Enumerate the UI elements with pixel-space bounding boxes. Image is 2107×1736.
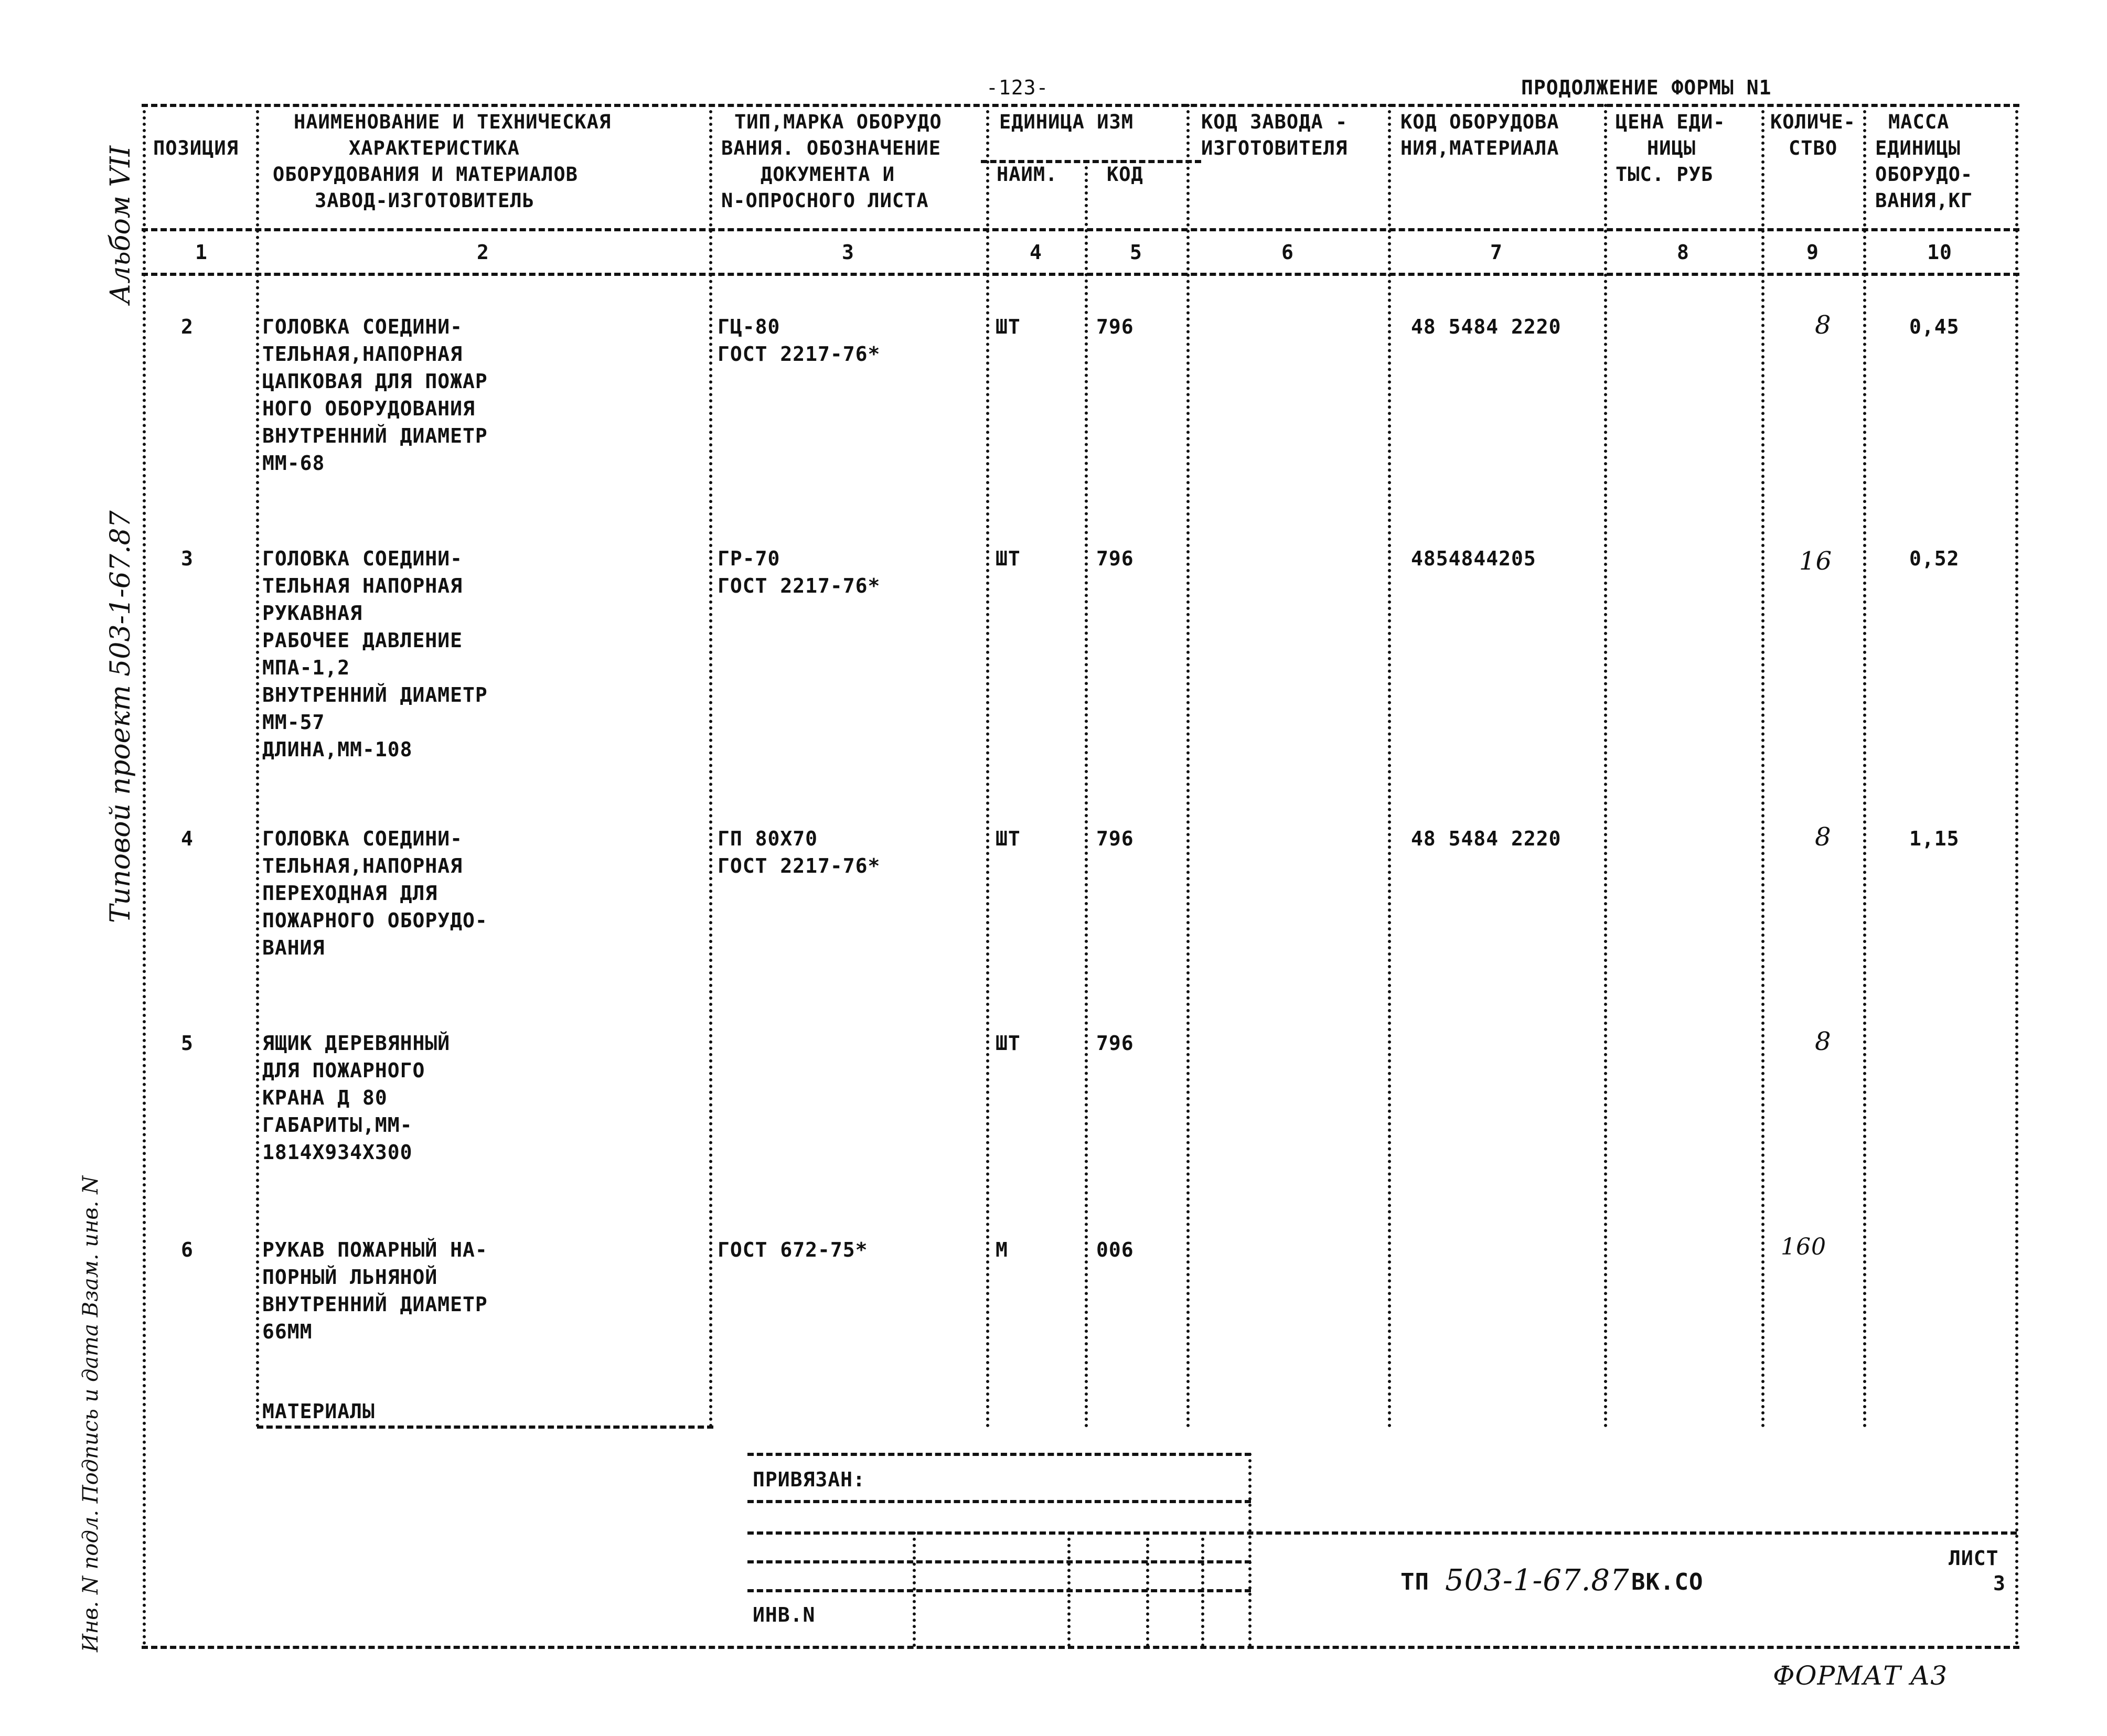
row-name-line: 66ММ (262, 1320, 313, 1343)
row-type-line: ГОСТ 672-75* (718, 1238, 868, 1261)
row-name-line: ДЛЯ ПОЖАРНОГО (262, 1059, 425, 1082)
row-name-line: ГОЛОВКА СОЕДИНИ- (262, 547, 463, 570)
header-col-10-line-2: ЕДИНИЦЫ (1875, 137, 1961, 159)
row-name-line: ММ-57 (262, 711, 325, 734)
col-number-6: 6 (1281, 241, 1294, 264)
col-border-8 (1761, 104, 1764, 1428)
row-unit: ШТ (996, 547, 1021, 570)
row-unit: ШТ (996, 315, 1021, 338)
row-type-line: ГОСТ 2217-76* (718, 574, 881, 597)
row-name-line: ДЛИНА,ММ-108 (262, 738, 413, 761)
bound-bottom-border (747, 1500, 1251, 1503)
title-block-divider-5 (1248, 1453, 1252, 1647)
row-name-line: ПОЖАРНОГО ОБОРУДО- (262, 909, 488, 932)
row-name-line: ТЕЛЬНАЯ,НАПОРНАЯ (262, 342, 463, 366)
sheet-number: 3 (1993, 1572, 2006, 1595)
row-quantity: 16 (1799, 546, 1833, 576)
bound-label: ПРИВЯЗАН: (753, 1468, 865, 1491)
title-block-divider-1 (913, 1531, 916, 1647)
col-border-right (2015, 104, 2018, 1646)
row-name-line: ЦАПКОВАЯ ДЛЯ ПОЖАР (262, 370, 488, 393)
header-col-2-line-4: ЗАВОД-ИЗГОТОВИТЕЛЬ (315, 189, 534, 212)
header-col-3-line-2: ВАНИЯ. ОБОЗНАЧЕНИЕ (721, 137, 941, 159)
row-name-line: ГАБАРИТЫ,ММ- (262, 1113, 413, 1137)
col-number-5: 5 (1130, 241, 1142, 264)
row-type-line: ГР-70 (718, 547, 780, 570)
row-quantity: 8 (1815, 310, 1832, 340)
header-col-9-line-1: КОЛИЧЕ- (1770, 111, 1856, 133)
row-unit-code: 006 (1096, 1238, 1134, 1261)
col-number-1: 1 (195, 241, 208, 264)
row-name-line: ВАНИЯ (262, 936, 325, 959)
header-col-1: ПОЗИЦИЯ (153, 137, 239, 159)
document-number: 503-1-67.87 (1445, 1563, 1630, 1598)
row-type-line: ГОСТ 2217-76* (718, 342, 881, 366)
title-block-line-1 (747, 1531, 2017, 1535)
row-equipment-code: 4854844205 (1411, 547, 1536, 570)
header-col-9-line-2: СТВО (1789, 137, 1838, 159)
col-border-left (143, 104, 146, 1646)
table-top-border (142, 104, 2019, 107)
row-name-line: КРАНА Д 80 (262, 1086, 388, 1109)
col-number-4: 4 (1030, 241, 1042, 264)
row-unit-code: 796 (1096, 315, 1134, 338)
row-equipment-code: 48 5484 2220 (1411, 827, 1561, 850)
row-name-line: ТЕЛЬНАЯ,НАПОРНАЯ (262, 854, 463, 877)
row-name-line: ВНУТРЕННИЙ ДИАМЕТР (262, 1293, 488, 1316)
header-col-7-line-1: КОД ОБОРУДОВА (1400, 111, 1559, 133)
row-name-line: 1814Х934Х300 (262, 1141, 413, 1164)
header-col-3-line-1: ТИП,МАРКА ОБОРУДО (734, 111, 942, 133)
row-unit-code: 796 (1096, 1032, 1134, 1055)
col-number-3: 3 (842, 241, 854, 264)
inventory-number-label: ИНВ.N (753, 1603, 816, 1626)
col-number-2: 2 (477, 241, 489, 264)
header-col-5: КОД (1107, 163, 1143, 186)
project-label: Типовой проект 503-1-67.87 (105, 510, 136, 923)
inventory-stamp: Инв. N подл. Подпись и дата Взам. инв. N (79, 1175, 103, 1652)
row-position: 2 (181, 315, 194, 338)
page-number: -123- (986, 76, 1049, 99)
form-continuation: ПРОДОЛЖЕНИЕ ФОРМЫ N1 (1521, 76, 1772, 99)
row-name-line: ПОРНЫЙ ЛЬНЯНОЙ (262, 1266, 438, 1289)
row-unit: ШТ (996, 827, 1021, 850)
paper-format: ФОРМАТ А3 (1773, 1660, 1948, 1691)
row-type-line: ГП 80Х70 (718, 827, 818, 850)
header-col-8-line-2: НИЦЫ (1647, 137, 1696, 159)
col-border-4 (1085, 160, 1088, 1428)
col-number-10: 10 (1927, 241, 1952, 264)
document-suffix: ВК.СО (1631, 1569, 1704, 1595)
col-number-9: 9 (1806, 241, 1819, 264)
row-name-line: ММ-68 (262, 452, 325, 475)
row-name-line: РАБОЧЕЕ ДАВЛЕНИЕ (262, 629, 463, 652)
row-mass: 0,52 (1909, 547, 1960, 570)
col-number-7: 7 (1490, 241, 1503, 264)
header-col-3-line-4: N-ОПРОСНОГО ЛИСТА (721, 189, 929, 212)
row-mass: 0,45 (1909, 315, 1960, 338)
album-label: Альбом VII (105, 145, 136, 304)
sheet-label: ЛИСТ (1949, 1547, 1999, 1570)
table-bottom-border (142, 1646, 2019, 1649)
col-number-8: 8 (1677, 241, 1689, 264)
row-quantity: 8 (1815, 822, 1832, 852)
header-col-2-line-2: ХАРАКТЕРИСТИКА (349, 137, 520, 159)
header-col-8-line-3: ТЫС. РУБ (1616, 163, 1714, 186)
row-name-line: ПЕРЕХОДНАЯ ДЛЯ (262, 882, 438, 905)
row-unit: М (996, 1238, 1008, 1261)
header-col-8-line-1: ЦЕНА ЕДИ- (1616, 111, 1726, 133)
row-name-line: НОГО ОБОРУДОВАНИЯ (262, 397, 475, 420)
header-col-3-line-3: ДОКУМЕНТА И (761, 163, 895, 186)
row-name-line: ГОЛОВКА СОЕДИНИ- (262, 315, 463, 338)
materials-label: МАТЕРИАЛЫ (262, 1400, 375, 1423)
row-name-line: ВНУТРЕННИЙ ДИАМЕТР (262, 683, 488, 706)
row-name-line: ТЕЛЬНАЯ НАПОРНАЯ (262, 574, 463, 597)
row-mass: 1,15 (1909, 827, 1960, 850)
column-numbers-bottom-border (142, 273, 2019, 276)
row-position: 3 (181, 547, 194, 570)
row-name-line: ГОЛОВКА СОЕДИНИ- (262, 827, 463, 850)
header-col-6-line-2: ИЗГОТОВИТЕЛЯ (1201, 137, 1348, 159)
row-type-line: ГОСТ 2217-76* (718, 854, 881, 877)
title-block-line-2 (747, 1560, 1251, 1563)
header-col-4: НАИМ. (997, 163, 1058, 186)
row-name-line: РУКАВНАЯ (262, 602, 363, 625)
header-col-2-line-3: ОБОРУДОВАНИЯ И МАТЕРИАЛОВ (273, 163, 578, 186)
row-unit-code: 796 (1096, 547, 1134, 570)
title-block-divider-3 (1146, 1531, 1149, 1647)
row-name-line: МПА-1,2 (262, 656, 350, 679)
col-border-7 (1604, 104, 1607, 1428)
header-col-2-line-1: НАИМЕНОВАНИЕ И ТЕХНИЧЕСКАЯ (294, 111, 612, 133)
title-block-divider-4 (1201, 1531, 1204, 1647)
row-name-line: РУКАВ ПОЖАРНЫЙ НА- (262, 1238, 488, 1261)
col-border-2 (709, 104, 712, 1428)
header-col-7-line-2: НИЯ,МАТЕРИАЛА (1400, 137, 1559, 159)
header-col-4-5: ЕДИНИЦА ИЗМ (999, 111, 1134, 133)
header-col-10-line-1: МАССА (1888, 111, 1950, 133)
row-position: 4 (181, 827, 194, 850)
header-bottom-border (142, 228, 2019, 231)
bound-top-border (747, 1453, 1251, 1456)
document-prefix: ТП (1400, 1569, 1429, 1595)
col-border-5 (1186, 104, 1190, 1428)
header-col-10-line-3: ОБОРУДО- (1875, 163, 1973, 186)
materials-divider (257, 1426, 713, 1429)
title-block-line-3 (747, 1589, 1251, 1592)
title-block-divider-2 (1067, 1531, 1071, 1647)
row-position: 6 (181, 1238, 194, 1261)
col-border-9 (1863, 104, 1866, 1428)
header-col-10-line-4: ВАНИЯ,КГ (1875, 189, 1973, 212)
row-equipment-code: 48 5484 2220 (1411, 315, 1561, 338)
row-position: 5 (181, 1032, 194, 1055)
col-border-6 (1388, 104, 1391, 1428)
col-border-3 (986, 104, 989, 1428)
row-quantity: 8 (1815, 1027, 1832, 1056)
header-col-6-line-1: КОД ЗАВОДА - (1201, 111, 1348, 133)
row-type-line: ГЦ-80 (718, 315, 780, 338)
row-name-line: ЯЩИК ДЕРЕВЯННЫЙ (262, 1032, 451, 1055)
row-quantity: 160 (1781, 1234, 1826, 1260)
row-unit: ШТ (996, 1032, 1021, 1055)
row-unit-code: 796 (1096, 827, 1134, 850)
col-border-1 (256, 104, 259, 1428)
row-name-line: ВНУТРЕННИЙ ДИАМЕТР (262, 424, 488, 447)
